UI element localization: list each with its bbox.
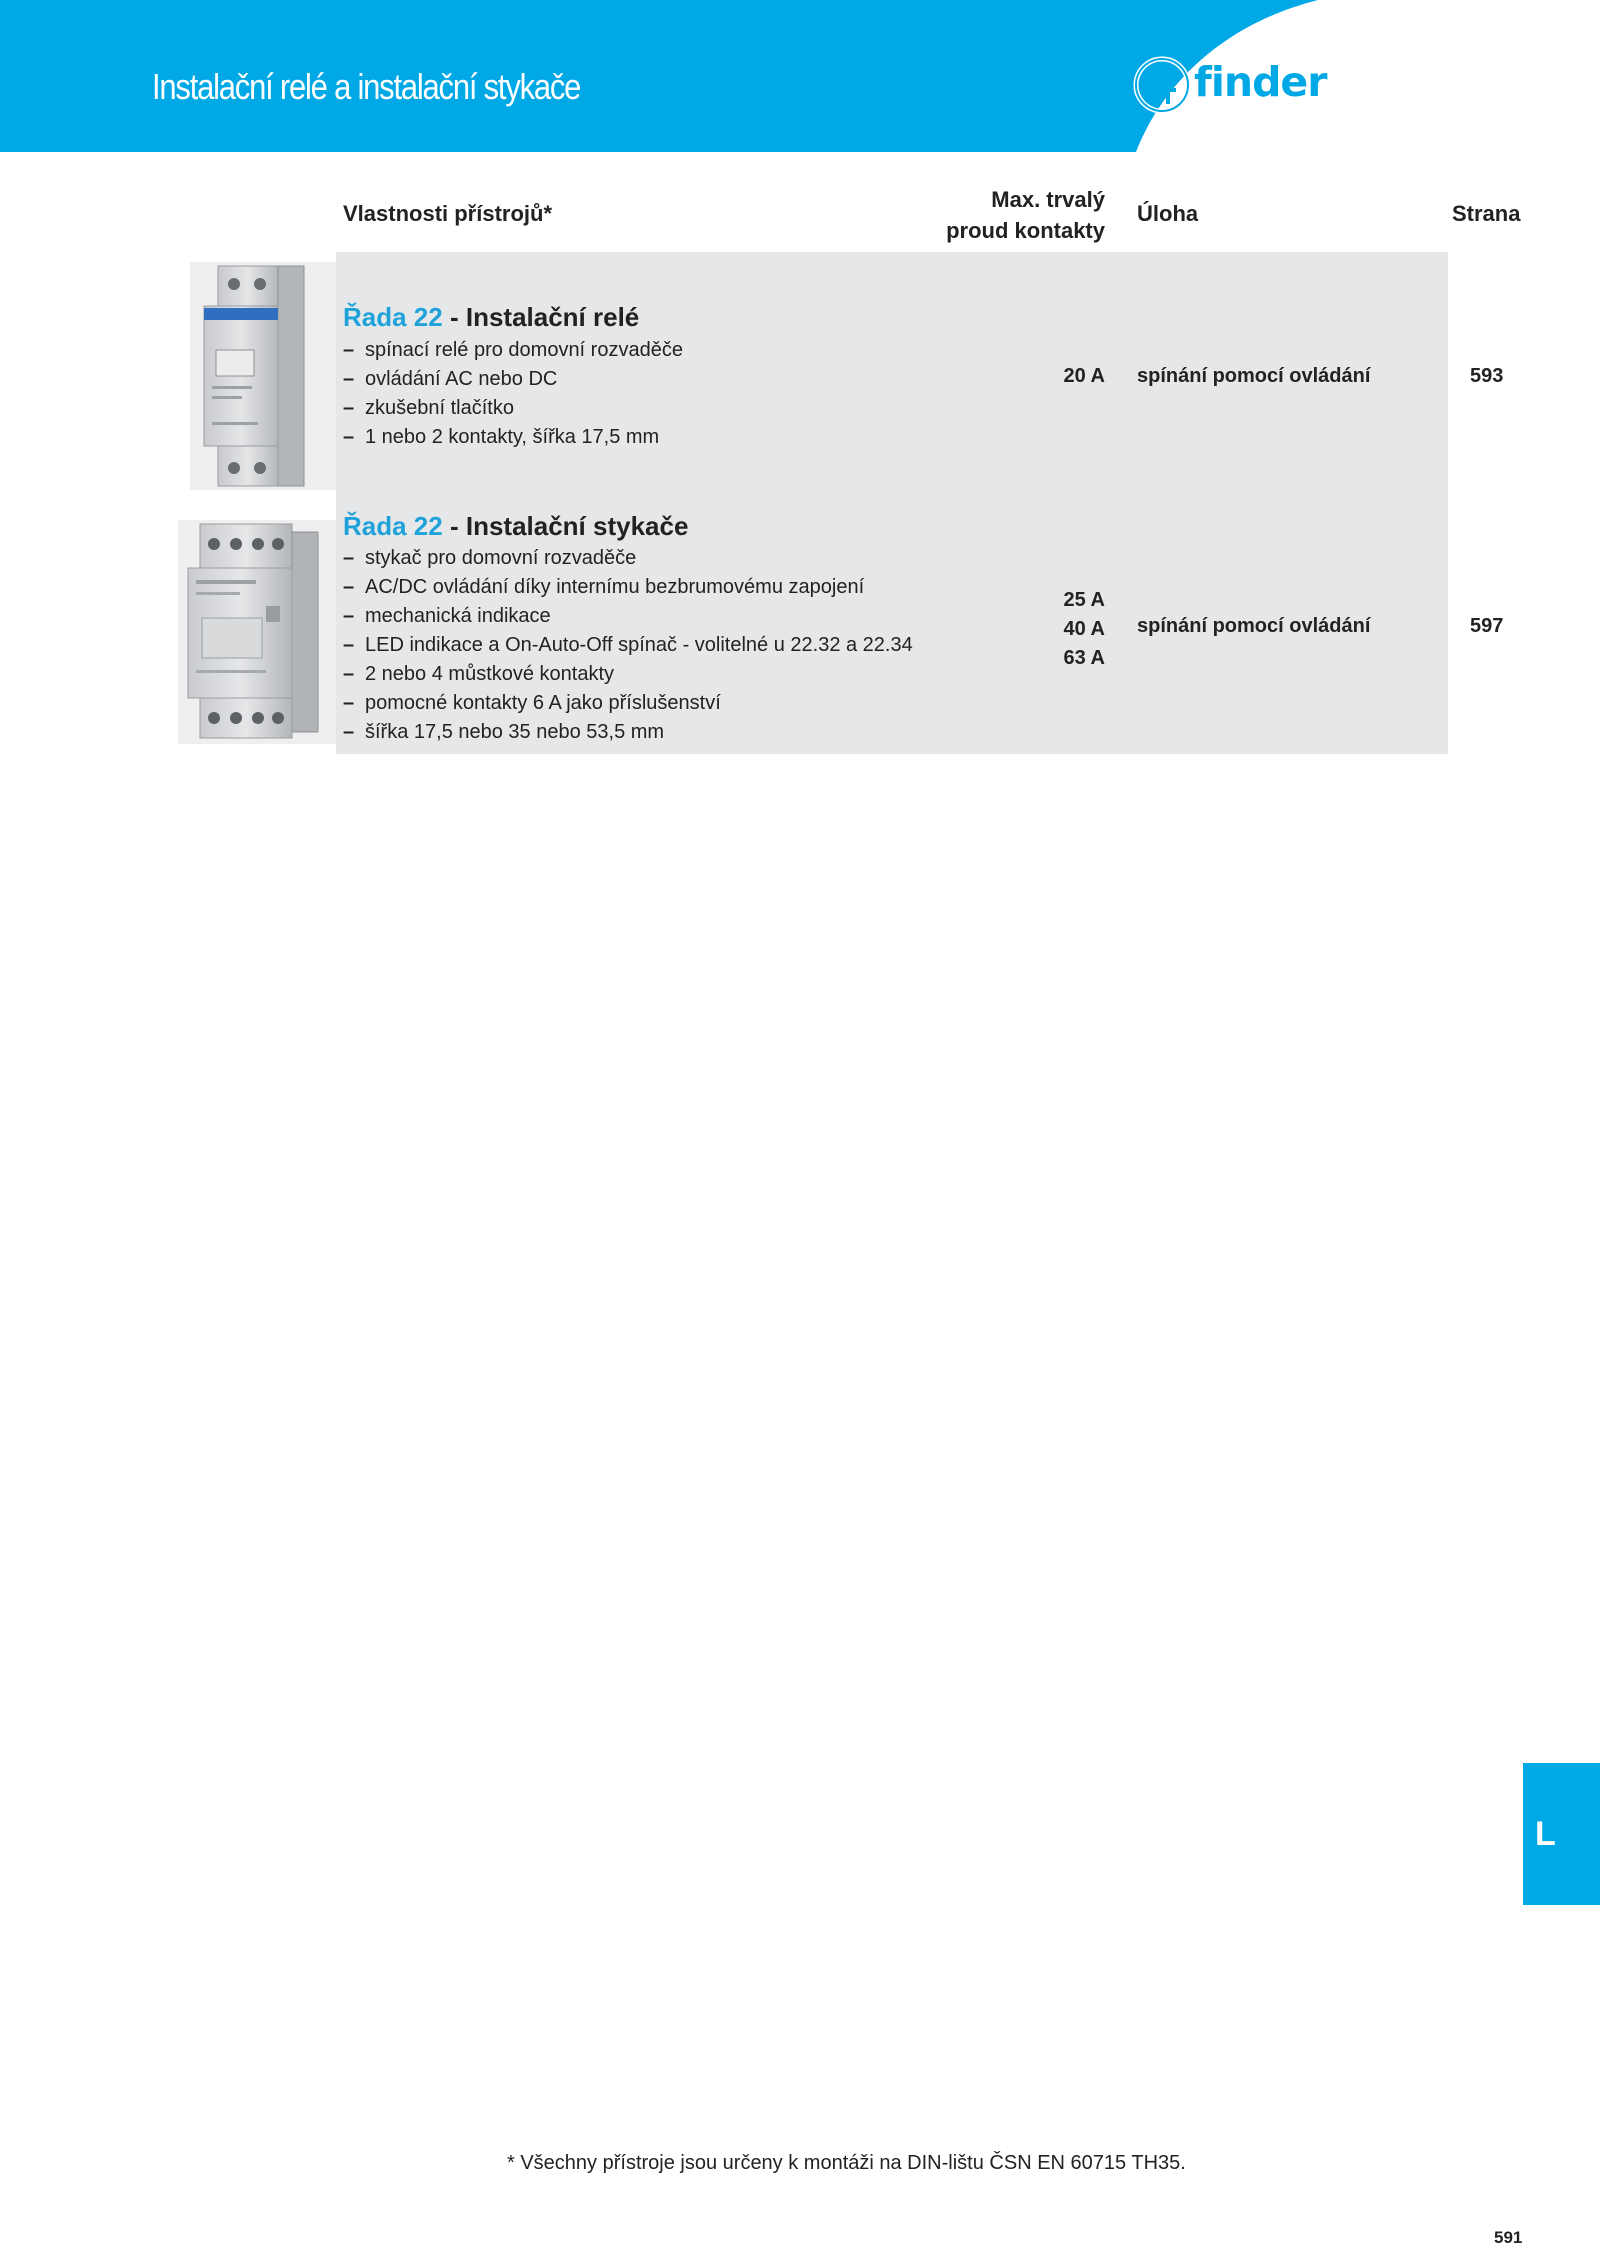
feature-item bbox=[343, 631, 913, 660]
task-value: spínání pomocí ovládání bbox=[1137, 365, 1371, 387]
feature-text: mechanická indikace bbox=[365, 605, 551, 627]
finder-logo-icon bbox=[1132, 52, 1192, 118]
feature-text: 2 nebo 4 můstkové kontakty bbox=[365, 663, 615, 685]
bullet-dash: – bbox=[343, 368, 355, 390]
column-current-line2: proud kontakty bbox=[946, 218, 1105, 243]
bullet-dash: – bbox=[343, 426, 355, 448]
feature-text: 1 nebo 2 kontakty, šířka 17,5 mm bbox=[365, 426, 660, 448]
page-reference: 597 bbox=[1470, 615, 1504, 637]
feature-item bbox=[343, 336, 683, 365]
bullet-dash: – bbox=[343, 547, 355, 569]
section-tab-letter: L bbox=[1535, 1815, 1556, 1853]
feature-text: LED indikace a On-Auto-Off spínač - volitelné u 22.32 a 22.34 bbox=[365, 634, 913, 656]
task-value: spínání pomocí ovládání bbox=[1137, 615, 1371, 637]
bullet-dash: – bbox=[343, 339, 355, 361]
contactor-product-image bbox=[178, 520, 336, 744]
bullet-dash: – bbox=[343, 721, 355, 743]
feature-item bbox=[343, 394, 683, 423]
feature-item bbox=[343, 602, 913, 631]
page-title: Instalační relé a instalační stykače bbox=[152, 66, 581, 107]
finder-logo bbox=[1132, 52, 1372, 118]
feature-item bbox=[343, 660, 913, 689]
bullet-dash: – bbox=[343, 576, 355, 598]
feature-text: spínací relé pro domovní rozvaděče bbox=[365, 339, 683, 361]
title-separator: - bbox=[442, 511, 466, 541]
column-current bbox=[900, 184, 1105, 246]
series-title-contactor bbox=[343, 511, 688, 542]
series-product: Instalační stykače bbox=[465, 511, 689, 541]
feature-item bbox=[343, 544, 913, 573]
feature-item bbox=[343, 423, 683, 452]
footnote: * Všechny přístroje jsou určeny k montáži na DIN-lištu ČSN EN 60715 TH35. bbox=[507, 2152, 1186, 2174]
column-current-line1: Max. trvalý bbox=[991, 187, 1105, 212]
feature-item bbox=[343, 365, 683, 394]
feature-item bbox=[343, 718, 913, 747]
relay-product-image bbox=[190, 262, 336, 490]
series-name: Řada 22 bbox=[343, 302, 443, 332]
column-page: Strana bbox=[1452, 201, 1521, 226]
feature-item bbox=[343, 573, 913, 602]
feature-text: stykač pro domovní rozvaděče bbox=[365, 547, 637, 569]
current-value: 63 A bbox=[1063, 647, 1105, 669]
current-values bbox=[1000, 586, 1105, 673]
series-product: Instalační relé bbox=[465, 302, 640, 332]
bullet-dash: – bbox=[343, 663, 355, 685]
feature-text: AC/DC ovládání díky internímu bezbrumovému zapojení bbox=[365, 576, 865, 598]
feature-text: zkušební tlačítko bbox=[365, 397, 514, 419]
column-features: Vlastnosti přístrojů* bbox=[343, 201, 553, 226]
page-number: 591 bbox=[1494, 2228, 1523, 2247]
bullet-dash: – bbox=[343, 397, 355, 419]
current-value: 25 A bbox=[1063, 589, 1105, 611]
current-value: 40 A bbox=[1063, 618, 1105, 640]
feature-text: šířka 17,5 nebo 35 nebo 53,5 mm bbox=[365, 721, 665, 743]
feature-text: ovládání AC nebo DC bbox=[365, 368, 558, 390]
bullet-dash: – bbox=[343, 605, 355, 627]
section-tab bbox=[1523, 1763, 1600, 1905]
current-value: 20 A bbox=[1063, 365, 1105, 387]
bullet-dash: – bbox=[343, 692, 355, 714]
finder-logo-text: finder bbox=[1194, 58, 1327, 106]
feature-list-contactor bbox=[343, 544, 913, 747]
feature-item bbox=[343, 689, 913, 718]
title-separator: - bbox=[442, 302, 466, 332]
column-task: Úloha bbox=[1137, 201, 1199, 226]
feature-text: pomocné kontakty 6 A jako příslušenství bbox=[365, 692, 721, 714]
series-title-relay bbox=[343, 302, 639, 333]
page-reference: 593 bbox=[1470, 365, 1504, 387]
bullet-dash: – bbox=[343, 634, 355, 656]
feature-list-relay bbox=[343, 336, 683, 452]
series-name: Řada 22 bbox=[343, 511, 443, 541]
